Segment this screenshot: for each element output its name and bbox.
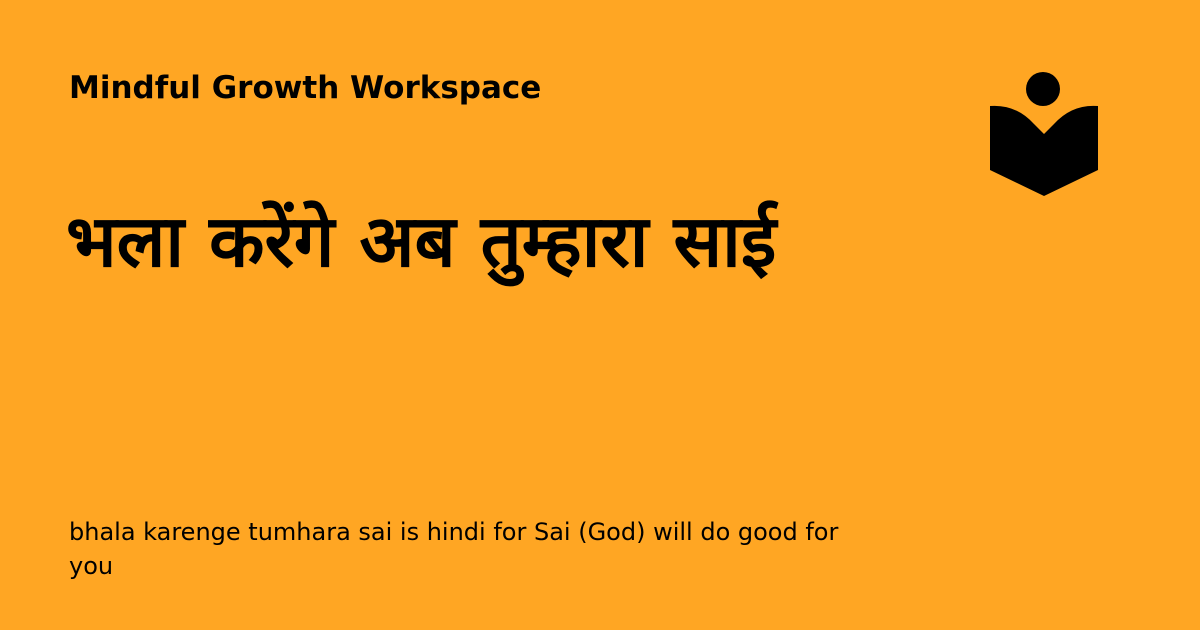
subtitle-text: bhala karenge tumhara sai is hindi for Sai (God) will do good for you (69, 518, 839, 580)
headline-title: भला करेंगे अब तुम्हारा साई (66, 199, 777, 283)
book-shape (990, 106, 1098, 196)
reader-head (1026, 72, 1060, 106)
brand-name: Mindful Growth Workspace (69, 70, 542, 106)
reader-book-icon (988, 70, 1100, 198)
